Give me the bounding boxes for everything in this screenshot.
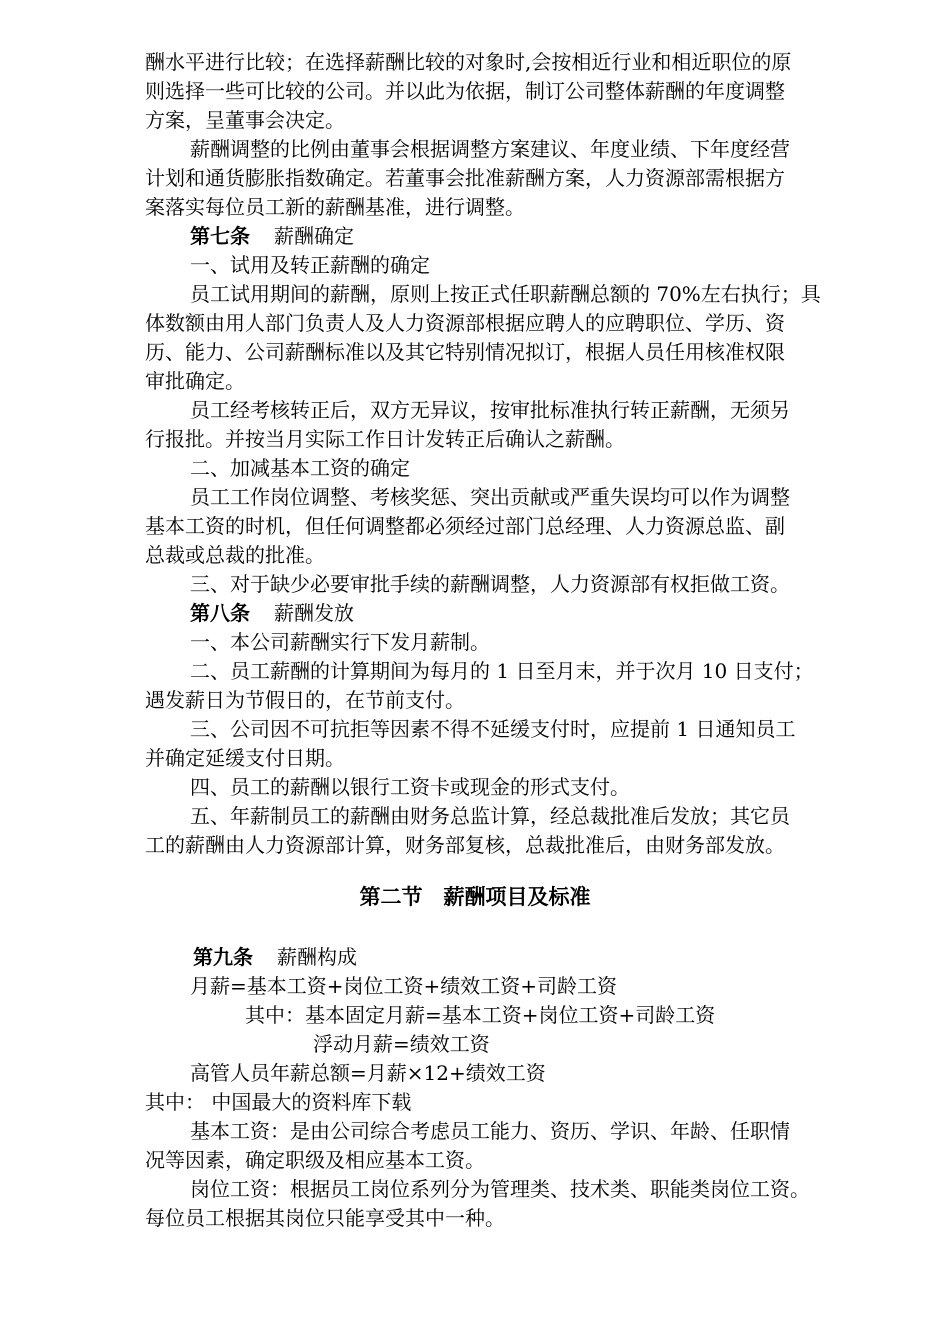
- article-9-heading: [193, 943, 357, 971]
- paragraph-line: 二、加减基本工资的确定: [190, 456, 410, 480]
- paragraph-line: 员工经考核转正后，双方无异议，按审批标准执行转正薪酬，无须另: [190, 398, 790, 422]
- paragraph-line: 四、员工的薪酬以银行工资卡或现金的形式支付。: [190, 775, 630, 799]
- paragraph-line: 三、公司因不可抗拒等因素不得不延缓支付时，应提前 1 日通知员工: [190, 717, 796, 741]
- paragraph-line: 总裁或总裁的批准。: [145, 543, 325, 567]
- paragraph-line: 案落实每位员工新的薪酬基准，进行调整。: [145, 195, 525, 219]
- paragraph-line: 岗位工资：根据员工岗位系列分为管理类、技术类、职能类岗位工资。: [190, 1177, 810, 1201]
- paragraph-line: 二、员工薪酬的计算期间为每月的 1 日至月末，并于次月 10 日支付；: [190, 659, 814, 683]
- article-number: 第八条: [190, 601, 250, 625]
- formula-line: 其中：基本固定月薪=基本工资+岗位工资+司龄工资: [245, 1003, 716, 1027]
- paragraph-line: 一、本公司薪酬实行下发月薪制。: [190, 630, 490, 654]
- paragraph-line: 每位员工根据其岗位只能享受其中一种。: [145, 1206, 505, 1230]
- formula-line: 月薪=基本工资+岗位工资+绩效工资+司龄工资: [190, 974, 618, 998]
- paragraph-line: 则选择一些可比较的公司。并以此为依据，制订公司整体薪酬的年度调整: [145, 79, 785, 103]
- paragraph-line: 三、对于缺少必要审批手续的薪酬调整，人力资源部有权拒做工资。: [190, 572, 790, 596]
- article-8-heading: [190, 599, 354, 627]
- paragraph-line: 基本工资：是由公司综合考虑员工能力、资历、学识、年龄、任职情: [190, 1119, 790, 1143]
- paragraph-line: 工的薪酬由人力资源部计算，财务部复核，总裁批准后，由财务部发放。: [145, 833, 785, 857]
- paragraph-line: 况等因素，确定职级及相应基本工资。: [145, 1148, 485, 1172]
- paragraph-line: 员工试用期间的薪酬，原则上按正式任职薪酬总额的 70%左右执行；具: [190, 282, 821, 306]
- paragraph-line: 其中： 中国最大的资料库下载: [145, 1090, 412, 1114]
- paragraph-line: 计划和通货膨胀指数确定。若董事会批准薪酬方案，人力资源部需根据方: [145, 166, 785, 190]
- paragraph-line: 方案，呈董事会决定。: [145, 108, 345, 132]
- paragraph-line: 遇发薪日为节假日的，在节前支付。: [145, 688, 465, 712]
- section-heading: 第二节 薪酬项目及标准: [359, 884, 591, 909]
- paragraph-line: 酬水平进行比较；在选择薪酬比较的对象时,会按相近行业和相近职位的原: [145, 50, 792, 74]
- article-number: 第七条: [190, 224, 250, 248]
- article-title: 薪酬构成: [277, 945, 357, 969]
- formula-line: 高管人员年薪总额=月薪×12+绩效工资: [190, 1061, 546, 1085]
- article-number: 第九条: [193, 945, 253, 969]
- paragraph-line: 五、年薪制员工的薪酬由财务总监计算，经总裁批准后发放；其它员: [190, 804, 790, 828]
- paragraph-line: 员工工作岗位调整、考核奖惩、突出贡献或严重失误均可以作为调整: [190, 485, 790, 509]
- article-title: 薪酬发放: [274, 601, 354, 625]
- paragraph-line: 行报批。并按当月实际工作日计发转正后确认之薪酬。: [145, 427, 625, 451]
- paragraph-line: 审批确定。: [145, 369, 245, 393]
- paragraph-line: 并确定延缓支付日期。: [145, 746, 345, 770]
- paragraph-line: 薪酬调整的比例由董事会根据调整方案建议、年度业绩、下年度经营: [190, 137, 790, 161]
- paragraph-line: 一、试用及转正薪酬的确定: [190, 253, 430, 277]
- paragraph-line: 体数额由用人部门负责人及人力资源部根据应聘人的应聘职位、学历、资: [145, 311, 785, 335]
- paragraph-line: 历、能力、公司薪酬标准以及其它特别情况拟订，根据人员任用核准权限: [145, 340, 785, 364]
- article-title: 薪酬确定: [274, 224, 354, 248]
- article-7-heading: [190, 222, 354, 250]
- formula-line: 浮动月薪=绩效工资: [313, 1032, 490, 1056]
- paragraph-line: 基本工资的时机，但任何调整都必须经过部门总经理、人力资源总监、副: [145, 514, 785, 538]
